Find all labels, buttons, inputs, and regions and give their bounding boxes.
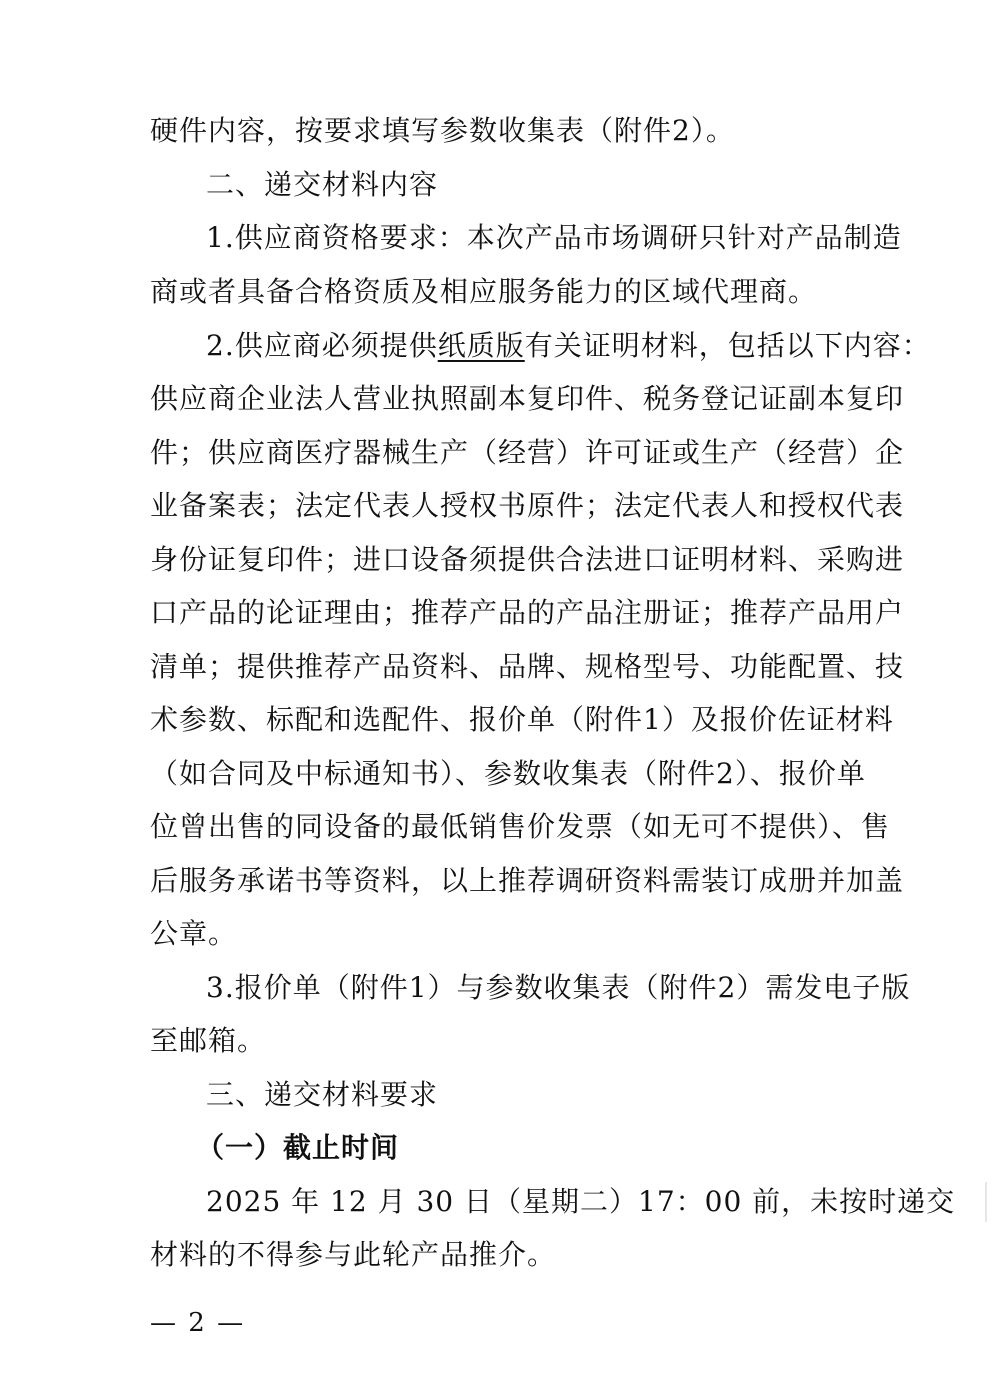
- item-2-line-7: 清单；提供推荐产品资料、品牌、规格型号、功能配置、技: [150, 650, 905, 683]
- item-2-suffix: 有关证明材料，包括以下内容：: [524, 329, 931, 362]
- item-2-line-10: 位曾出售的同设备的最低销售价发票（如无可不提供）、售: [150, 810, 891, 843]
- item-3-line-2: 至邮箱。: [150, 1024, 267, 1057]
- item-2-line-3: 件；供应商医疗器械生产（经营）许可证或生产（经营）企: [150, 436, 905, 469]
- item-2-line-5: 身份证复印件；进口设备须提供合法进口证明材料、采购进: [150, 543, 905, 576]
- deadline-line-2: 材料的不得参与此轮产品推介。: [150, 1238, 557, 1271]
- subsection-heading-deadline: （一）截止时间: [196, 1131, 400, 1164]
- item-1-line-2: 商或者具备合格资质及相应服务能力的区域代理商。: [150, 275, 818, 308]
- item-2-line-12: 公章。: [150, 917, 238, 950]
- deadline-line-1: 2025 年 12 月 30 日（星期二）17：00 前，未按时递交: [206, 1185, 956, 1218]
- item-2-line-1: [206, 328, 931, 364]
- item-2-line-11: 后服务承诺书等资料，以上推荐调研资料需装订成册并加盖: [150, 864, 905, 897]
- paragraph-continuation: 硬件内容，按要求填写参数收集表（附件2）。: [150, 114, 735, 147]
- item-2-line-4: 业备案表；法定代表人授权书原件；法定代表人和授权代表: [150, 489, 905, 522]
- underlined-term: 纸质版: [437, 329, 525, 362]
- item-2-line-8: 术参数、标配和选配件、报价单（附件1）及报价佐证材料: [150, 703, 894, 736]
- item-1-line-1: 1.供应商资格要求：本次产品市场调研只针对产品制造: [206, 221, 902, 254]
- item-2-line-9: （如合同及中标通知书）、参数收集表（附件2）、报价单: [150, 757, 866, 790]
- page-number: — 2 —: [150, 1308, 246, 1338]
- item-2-line-6: 口产品的论证理由；推荐产品的产品注册证；推荐产品用户: [150, 596, 905, 629]
- item-3-line-1: 3.报价单（附件1）与参数收集表（附件2）需发电子版: [206, 971, 911, 1004]
- section-heading-2: 二、递交材料内容: [206, 168, 439, 201]
- item-2-prefix: 2.供应商必须提供: [206, 329, 438, 362]
- section-heading-3: 三、递交材料要求: [206, 1078, 439, 1111]
- item-2-line-2: 供应商企业法人营业执照副本复印件、税务登记证副本复印: [150, 382, 905, 415]
- scan-artifact-mark: [985, 1182, 987, 1222]
